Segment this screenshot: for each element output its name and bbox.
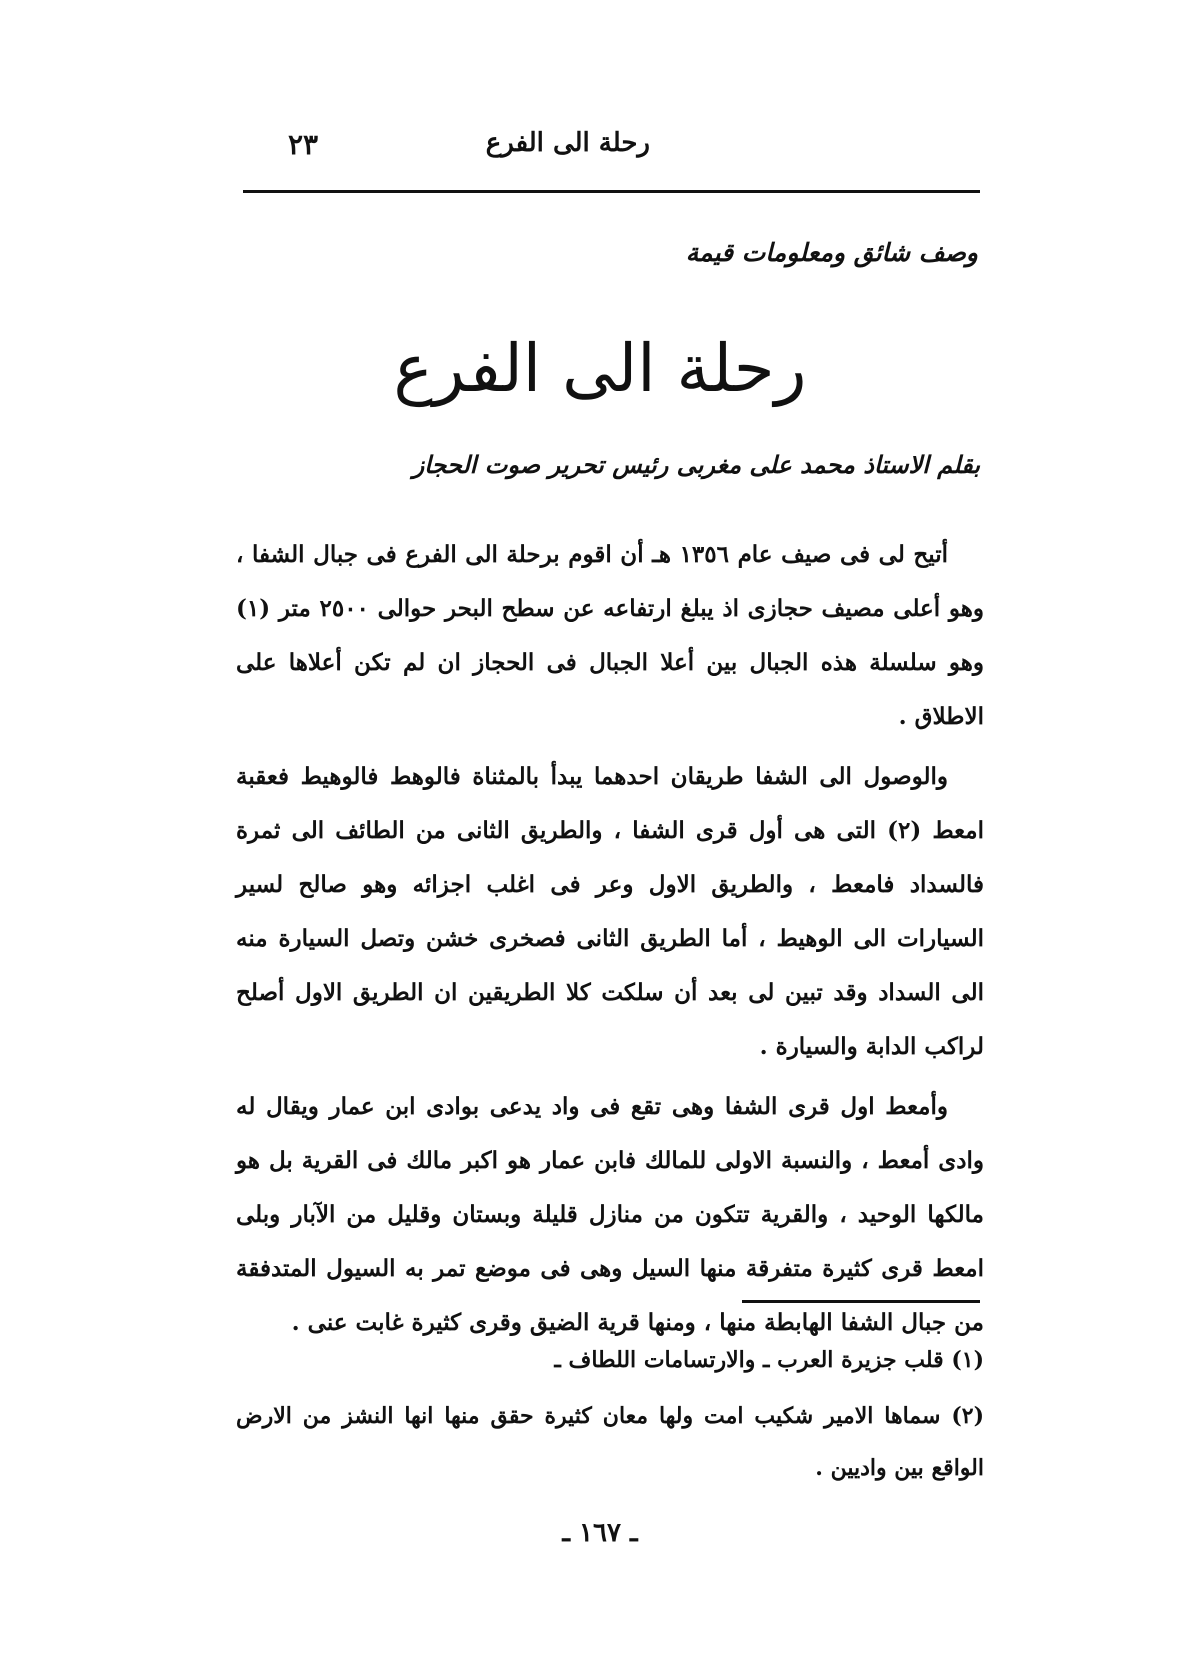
header-rule [243,190,980,193]
page-number: ٢٣ [288,128,319,161]
article-title: رحلة الى الفرع [393,330,807,407]
footnote-1: (١) قلب جزيرة العرب ـ والارتسامات اللطاف ـ [554,1347,984,1373]
running-title: رحلة الى الفرع [485,128,650,158]
body-paragraph-1: أتيح لى فى صيف عام ١٣٥٦ هـ أن اقوم برحلة الى الفرع فى جبال الشفا ، وهو أعلى مصيف حجازى اذ يبلغ ارتفاعه عن سطح البحر حوالى ٢٥٠٠ متر (١) وهو سلسلة هذه الجبال بين أعلا الجبال فى الحجاز ان لم تكن أعلاها على الاطلاق . [236,541,984,730]
body-paragraph-3: وأمعط اول قرى الشفا وهى تقع فى واد يدعى بوادى ابن عمار ويقال له وادى أمعط ، والنسبة الاولى للمالك فابن عمار هو اكبر مالك فى القرية بل هو مالكها الوحيد ، والقرية تتكون من منازل قليلة وبستان وقليل من الآبار وبلى امعط قرى كثيرة متفرقة منها السيل وهى فى موضع تمر به السيول المتدفقة من جبال الشفا الهابطة منها ، ومنها قرية الضيق وقرى كثيرة غابت عنى . [236,1093,984,1336]
author-byline: بقلم الاستاذ محمد على مغربى رئيس تحرير صوت الحجاز [412,450,980,479]
footnote-rule [742,1300,980,1303]
footnote-2: (٢) سماها الامير شكيب امت ولها معان كثيرة حقق منها انها النشز من الارض الواقع بين واديين . [236,1403,984,1481]
body-paragraph-2: والوصول الى الشفا طريقان احدهما يبدأ بالمثناة فالوهط فالوهيط فعقبة امعط (٢) التى هى أول قرى الشفا ، والطريق الثانى من الطائف الى ثمرة فالسداد فامعط ، والطريق الاول وعر فى اغلب اجزائه وهو صالح لسير السيارات الى الوهيط ، أما الطريق الثانى فصخرى خشن وتصل السيارة منه الى السداد وقد تبين لى بعد أن سلكت كلا الطريقين ان الطريق الاول أصلح لراكب الدابة والسيارة . [236,763,984,1060]
footnotes [236,1334,984,1494]
article-body [236,528,984,1350]
section-label: وصف شائق ومعلومات قيمة [685,238,978,267]
running-header [240,128,980,176]
bottom-page-number: ـ ١٦٧ ـ [562,1518,638,1548]
